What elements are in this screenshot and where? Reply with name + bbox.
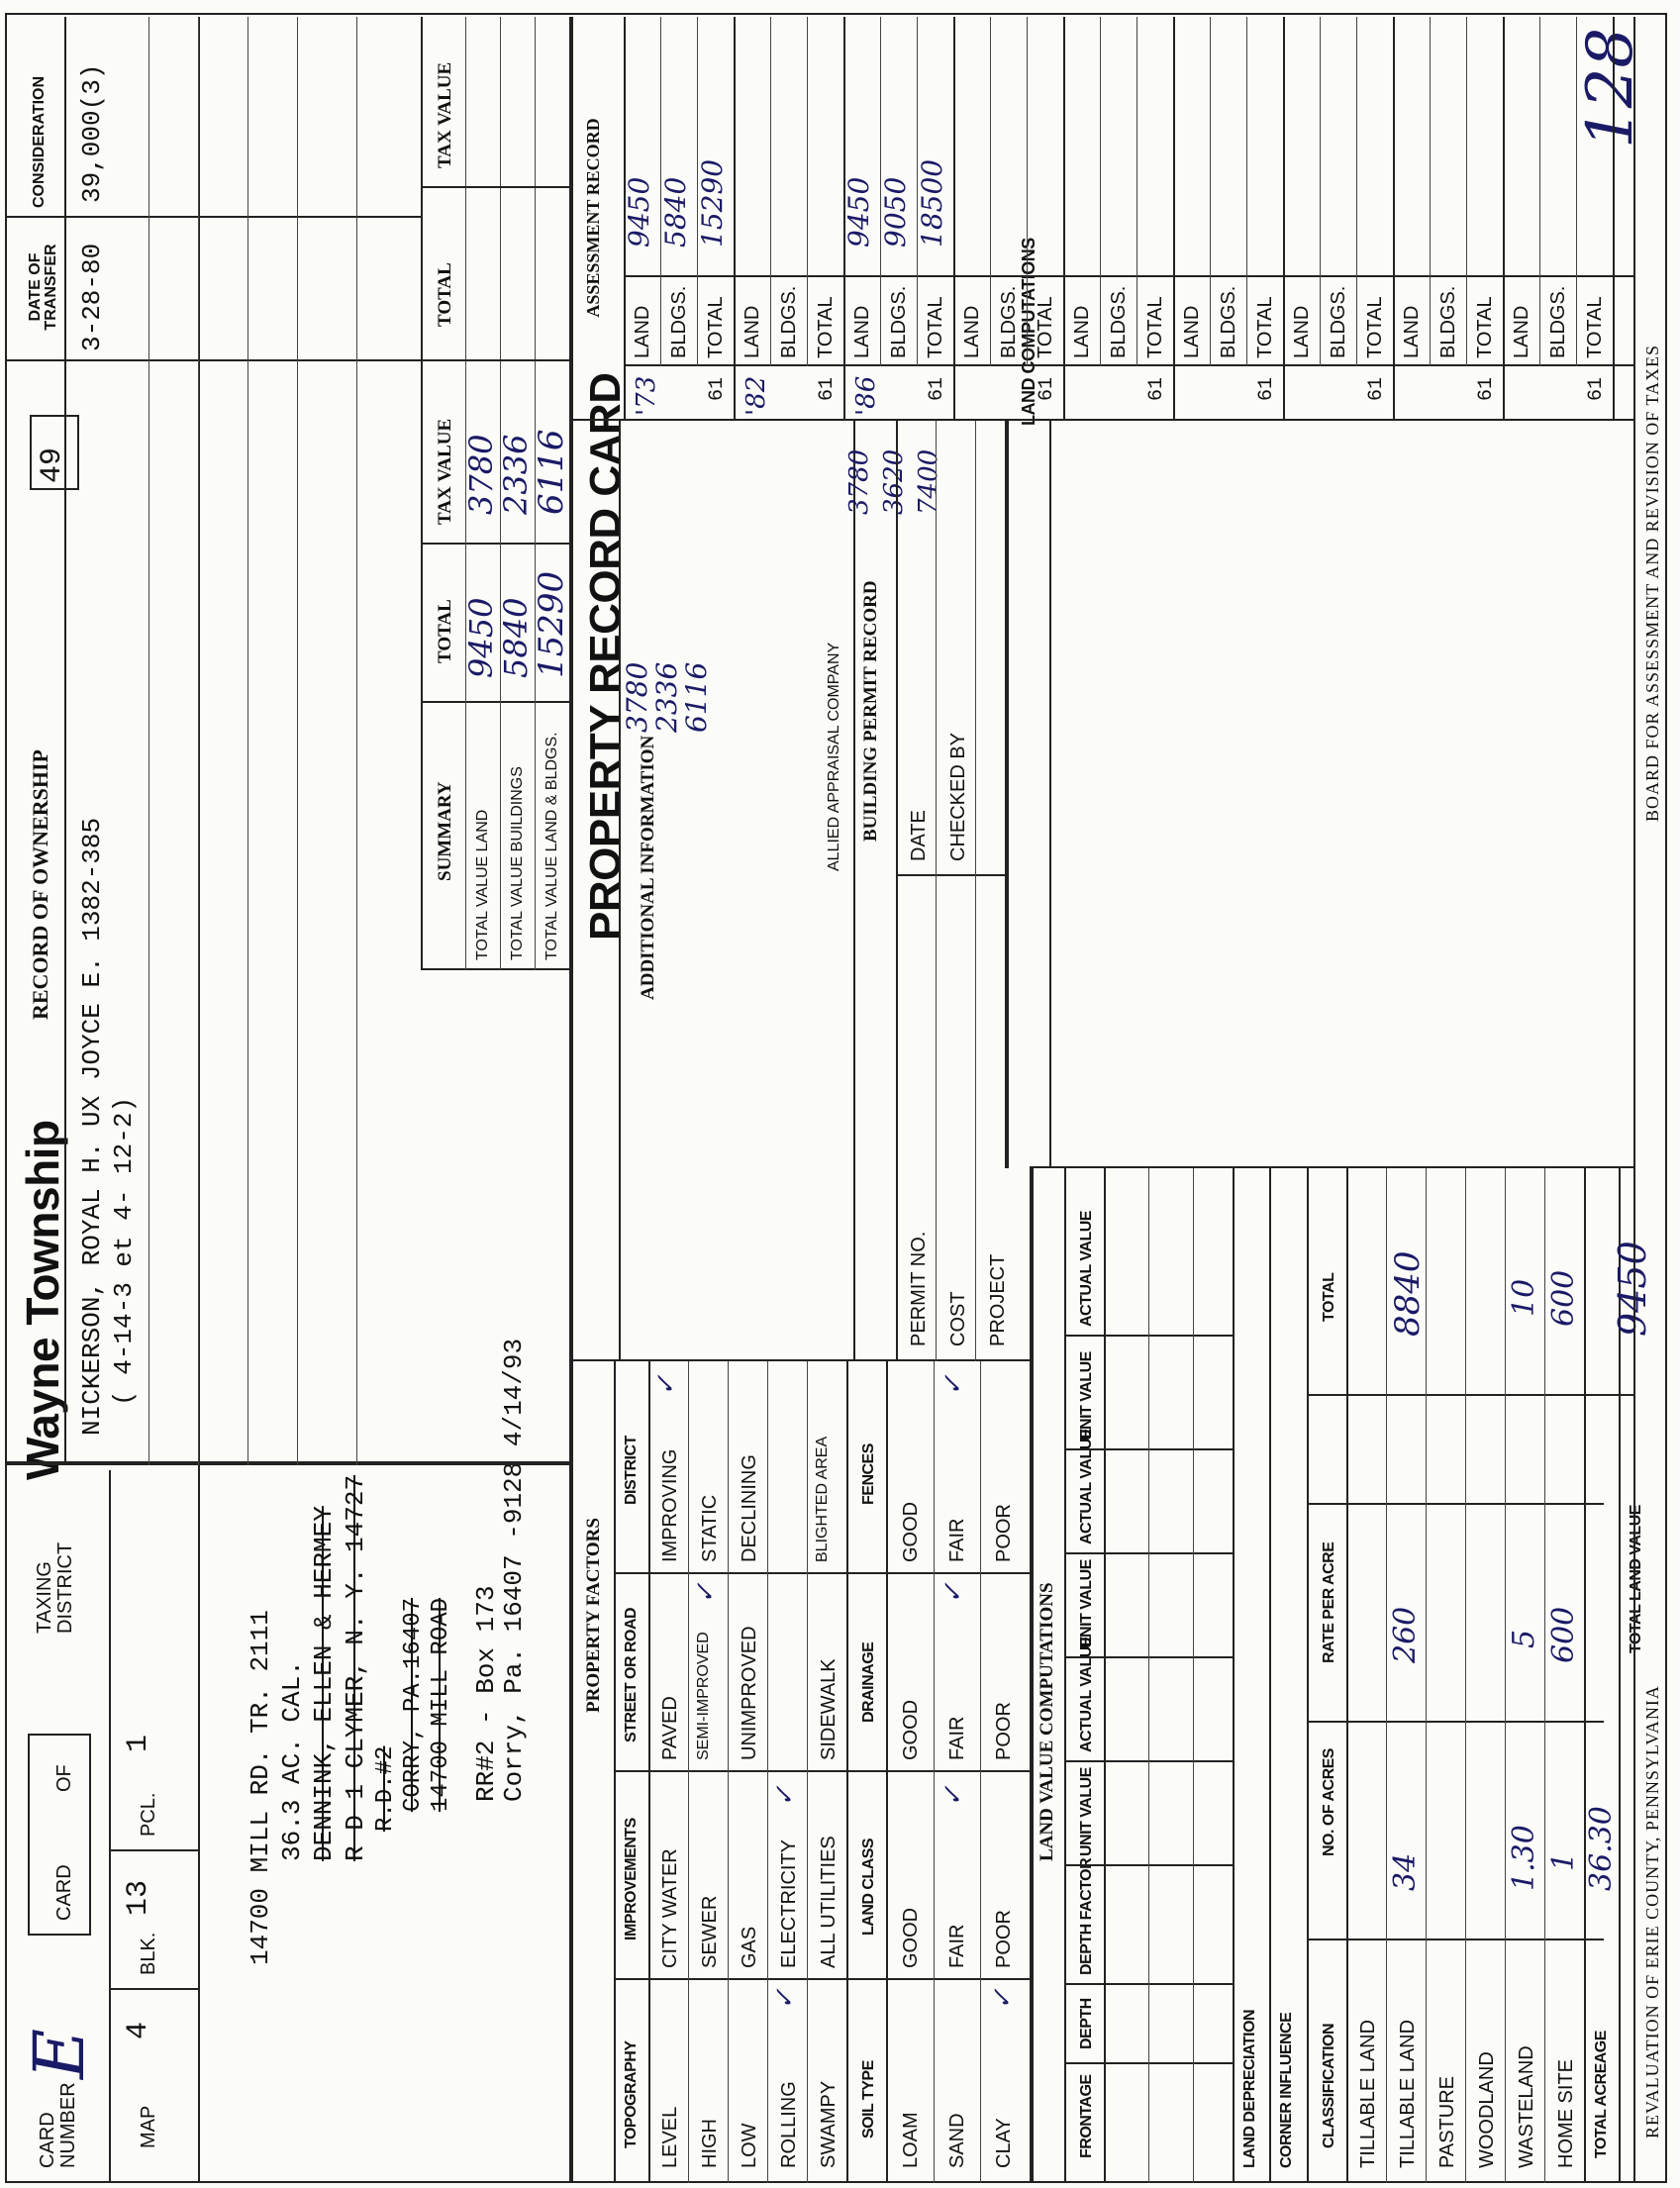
assessment-row-label: TOTAL xyxy=(1254,296,1276,358)
classification-row: TILLABLE LAND xyxy=(1397,2019,1419,2168)
summary-total: 15290 xyxy=(532,570,571,678)
summary-tax-label: TAX VALUE xyxy=(435,418,455,525)
assessment-year: '86 xyxy=(851,375,881,416)
summary-right-tax-label: TAX VALUE xyxy=(435,61,455,168)
township-name: Wayne Township xyxy=(17,1120,68,1480)
assessment-row-label: TOTAL xyxy=(815,296,837,358)
divider xyxy=(936,421,937,1361)
district-item: STATIC xyxy=(699,1494,721,1562)
divider xyxy=(614,1572,1030,1574)
classification-rate: 5 xyxy=(1507,1629,1541,1648)
summary-tax: 3780 xyxy=(462,434,500,515)
assessment-row-label: BLDGS. xyxy=(1437,285,1459,358)
transfer-date: 3-28-80 xyxy=(77,243,107,351)
blk-value: 13 xyxy=(122,1879,155,1916)
assessment-year-suffix: 61 xyxy=(1585,376,1608,401)
taxing-district-label: TAXING DISTRICT xyxy=(34,1542,76,1634)
summary-total: 9450 xyxy=(462,597,500,678)
divider xyxy=(1030,1166,1633,1168)
divider xyxy=(1503,17,1505,421)
divider xyxy=(648,1361,650,2183)
divider xyxy=(421,701,569,703)
assessment-year-suffix: 61 xyxy=(1145,376,1168,401)
land-computations-label: LAND COMPUTATIONS xyxy=(1019,238,1038,426)
assessment-year: '82 xyxy=(741,375,771,416)
divider xyxy=(1246,17,1247,366)
check-mark-icon: ✓ xyxy=(691,1582,721,1604)
assessment-value: 15290 xyxy=(696,158,729,248)
pcl-label: PCL. xyxy=(138,1792,159,1837)
topography-item: SWAMPY xyxy=(818,2080,840,2168)
divider xyxy=(624,275,1633,277)
divider xyxy=(1633,17,1635,2183)
total-label: TOTAL xyxy=(1321,1272,1337,1322)
divider xyxy=(1346,1168,1348,2183)
divider xyxy=(1136,17,1137,366)
street-item: SEMI-IMPROVED xyxy=(695,1632,712,1760)
divider xyxy=(5,1461,569,1465)
address-line9: Corry, Pa. 16407 -9128 4/14/93 xyxy=(499,1338,529,1802)
assessment-row-label: BLDGS. xyxy=(668,285,690,358)
district-item: DECLINING xyxy=(739,1454,760,1562)
classification-total: 10 xyxy=(1507,1278,1541,1317)
divider xyxy=(1100,17,1101,366)
divider xyxy=(569,419,1633,421)
classification-acres: 1.30 xyxy=(1507,1825,1541,1891)
assessment-row-label: TOTAL xyxy=(1584,296,1606,358)
district-item: BLIGHTED AREA xyxy=(814,1436,831,1562)
summary-row-label: TOTAL VALUE BUILDINGS xyxy=(509,766,526,960)
assessment-row-label: TOTAL xyxy=(1035,296,1056,358)
assessment-year-suffix: 61 xyxy=(1475,376,1498,401)
assessment-row-label: BLDGS. xyxy=(1108,285,1130,358)
divider xyxy=(728,1361,729,2183)
divider xyxy=(614,1361,616,2183)
fences-item: POOR xyxy=(993,1504,1015,1562)
assessment-title: ASSESSMENT RECORD xyxy=(583,118,603,318)
fences-label: FENCES xyxy=(860,1443,877,1505)
classification-total: 8840 xyxy=(1388,1250,1428,1337)
assessment-year: '73 xyxy=(632,375,661,416)
divider xyxy=(421,543,569,545)
divider xyxy=(1269,1168,1271,2183)
divider xyxy=(1584,1168,1586,2183)
divider xyxy=(975,421,976,1361)
additional-value: 3780 xyxy=(621,661,653,733)
divider xyxy=(5,359,421,361)
frontage-label: FRONTAGE xyxy=(1078,2074,1095,2158)
divider xyxy=(1307,1503,1604,1505)
additional-value: 2336 xyxy=(650,661,683,733)
topography-item: LOW xyxy=(739,2123,760,2168)
consideration-value: 39,000(3) xyxy=(77,63,107,203)
divider xyxy=(614,1770,1030,1772)
permit-no-label: PERMIT NO. xyxy=(908,1231,930,1346)
divider xyxy=(1307,1939,1604,1940)
footer-right: BOARD FOR ASSESSMENT AND REVISION OF TAXES xyxy=(1642,345,1662,822)
assessment-year-suffix: 61 xyxy=(706,376,729,401)
depth-label: DEPTH xyxy=(1078,1998,1095,2049)
address-line6: CORRY, PA.16407 xyxy=(400,1597,427,1812)
page-number: 128 xyxy=(1574,27,1647,149)
classification-row: TILLABLE LAND xyxy=(1357,2019,1379,2168)
summary-tax: 6116 xyxy=(532,429,571,515)
divider xyxy=(1430,17,1431,366)
drainage-label: DRAINAGE xyxy=(860,1641,877,1723)
assessment-year-suffix: 61 xyxy=(926,376,948,401)
divider xyxy=(1613,17,1615,421)
assessment-row-label: LAND xyxy=(851,305,873,358)
land-class-item: POOR xyxy=(993,1910,1015,1968)
assessment-row-label: TOTAL xyxy=(705,296,727,358)
total-land-value: 9450 xyxy=(1611,1241,1654,1337)
summary-right-total-label: TOTAL xyxy=(435,262,455,327)
fences-item: GOOD xyxy=(900,1501,922,1562)
assessment-row-label: BLDGS. xyxy=(1218,285,1239,358)
permit-value: 3780 xyxy=(844,448,874,515)
rate-label: RATE PER ACRE xyxy=(1321,1542,1337,1663)
map-value: 4 xyxy=(122,2021,155,2039)
divider xyxy=(980,1361,981,2183)
divider xyxy=(297,17,298,1465)
check-mark-icon: ✓ xyxy=(939,1374,968,1396)
property-record-title: PROPERTY RECORD CARD xyxy=(581,372,630,941)
check-mark-icon: ✓ xyxy=(988,1988,1018,2010)
acres-label: NO. OF ACRES xyxy=(1321,1748,1337,1856)
divider xyxy=(1233,1168,1235,2183)
land-class-item: GOOD xyxy=(900,1907,922,1968)
divider xyxy=(896,874,1005,876)
topography-label: TOPOGRAPHY xyxy=(623,2040,640,2148)
actual-value-label: ACTUAL VALUE xyxy=(1078,1429,1095,1544)
district-label: DISTRICT xyxy=(623,1436,640,1505)
address-line1: 14700 MILL RD. TR. 2111 xyxy=(246,1610,275,1965)
divider xyxy=(1104,1168,1106,2183)
card-number-label: CARD NUMBER xyxy=(37,2082,79,2168)
permit-value: 7400 xyxy=(914,448,943,515)
assessment-value: 9450 xyxy=(842,176,875,248)
classification-row: WASTELAND xyxy=(1516,2045,1537,2168)
improvement-item: SEWER xyxy=(699,1895,721,1968)
assessment-value: 9050 xyxy=(879,176,912,248)
address-line3: DENNINK, ELLEN & HERMEY xyxy=(309,1506,339,1861)
unit-value-label: UNIT VALUE xyxy=(1078,1559,1095,1648)
divider xyxy=(1465,1168,1466,2183)
divider xyxy=(1307,1721,1604,1723)
divider xyxy=(624,364,1633,366)
assessment-row-label: LAND xyxy=(1181,305,1203,358)
address-line2: 36.3 AC. CAL. xyxy=(277,1660,307,1861)
date-label: DATE xyxy=(908,810,930,861)
unit-value-label: UNIT VALUE xyxy=(1078,1767,1095,1856)
assessment-year-suffix: 61 xyxy=(1036,376,1058,401)
divider xyxy=(770,17,771,366)
depth-factor-label: DEPTH FACTOR xyxy=(1078,1857,1095,1975)
summary-total-label: TOTAL xyxy=(435,599,455,663)
classification-label: CLASSIFICATION xyxy=(1321,2023,1337,2148)
divider xyxy=(896,421,898,1361)
address-line5: R.D.#2 xyxy=(372,1745,399,1832)
summary-total: 5840 xyxy=(497,597,535,678)
divider xyxy=(807,17,808,366)
divider xyxy=(1063,17,1065,421)
classification-row: WOODLAND xyxy=(1476,2051,1498,2168)
topography-item: ROLLING xyxy=(778,2081,800,2168)
card-label: CARD xyxy=(53,1864,75,1921)
divider xyxy=(688,1361,689,2183)
street-item: PAVED xyxy=(659,1696,681,1760)
assessment-row-label: LAND xyxy=(1071,305,1093,358)
street-item: SIDEWALK xyxy=(818,1658,840,1760)
actual-value-label: ACTUAL VALUE xyxy=(1078,1211,1095,1327)
blk-label: BLK. xyxy=(138,1932,159,1975)
permit-value: 3620 xyxy=(879,448,909,515)
divider xyxy=(64,17,66,1465)
summary-row-label: TOTAL VALUE LAND xyxy=(474,809,491,960)
check-mark-icon: ✓ xyxy=(939,1785,968,1807)
divider xyxy=(148,17,149,1465)
soil-item: CLAY xyxy=(993,2118,1015,2168)
divider xyxy=(421,968,569,970)
divider xyxy=(5,216,421,218)
divider xyxy=(846,1361,848,2183)
assessment-year-suffix: 61 xyxy=(1255,376,1278,401)
allied-label: ALLIED APPRAISAL COMPANY xyxy=(826,642,842,871)
classification-row: HOME SITE xyxy=(1555,2058,1577,2168)
assessment-row-label: BLDGS. xyxy=(1547,285,1569,358)
corner-influence-label: CORNER INFLUENCE xyxy=(1278,2012,1295,2168)
assessment-row-label: LAND xyxy=(1401,305,1423,358)
divider xyxy=(1356,17,1357,366)
divider xyxy=(569,17,573,2183)
divider xyxy=(1005,421,1009,1168)
assessment-row-label: LAND xyxy=(961,305,983,358)
project-label: PROJECT xyxy=(987,1253,1009,1346)
cost-label: COST xyxy=(947,1291,969,1346)
building-permit-label: BUILDING PERMIT RECORD xyxy=(860,580,881,842)
unit-value-label: UNIT VALUE xyxy=(1078,1351,1095,1441)
divider xyxy=(886,1361,888,2183)
divider xyxy=(109,1470,111,2183)
assessment-row-label: TOTAL xyxy=(1364,296,1386,358)
divider xyxy=(1307,1168,1309,2183)
factors-title: PROPERTY FACTORS xyxy=(583,1518,604,1713)
fences-item: FAIR xyxy=(946,1518,968,1562)
soil-item: LOAM xyxy=(900,2112,922,2168)
divider xyxy=(1027,17,1028,366)
additional-info-label: ADDITIONAL INFORMATION xyxy=(638,735,658,1000)
divider xyxy=(614,1978,1030,1980)
summary-title: SUMMARY xyxy=(435,781,455,881)
drainage-item: POOR xyxy=(993,1702,1015,1760)
divider xyxy=(1539,17,1540,366)
divider xyxy=(109,1988,198,1990)
soil-label: SOIL TYPE xyxy=(860,2060,877,2138)
map-label: MAP xyxy=(138,2105,159,2148)
land-depreciation-label: LAND DEPRECIATION xyxy=(1241,2009,1258,2168)
pcl-value: 1 xyxy=(122,1734,155,1752)
divider xyxy=(1320,17,1321,366)
divider xyxy=(1049,421,1051,1168)
divider xyxy=(1505,1168,1506,2183)
classification-rate: 260 xyxy=(1388,1606,1423,1663)
assessment-row-label: LAND xyxy=(1291,305,1313,358)
classification-total: 600 xyxy=(1546,1269,1581,1327)
divider xyxy=(1576,17,1577,366)
improvement-item: GAS xyxy=(739,1926,760,1968)
of-label: OF xyxy=(53,1764,75,1792)
assessment-row-label: TOTAL xyxy=(925,296,946,358)
divider xyxy=(1466,17,1467,366)
divider xyxy=(1283,17,1285,421)
divider xyxy=(734,17,736,421)
check-mark-icon: ✓ xyxy=(770,1988,800,2010)
divider xyxy=(421,17,423,970)
divider xyxy=(1210,17,1211,366)
divider xyxy=(569,1359,1030,1361)
divider xyxy=(356,17,357,1465)
assessment-value: 5840 xyxy=(659,176,692,248)
summary-tax: 2336 xyxy=(497,434,535,515)
owner-line1: NICKERSON, ROYAL H. UX JOYCE E. 1382-385 xyxy=(77,817,107,1436)
check-mark-icon: ✓ xyxy=(770,1785,800,1807)
district-item: IMPROVING xyxy=(659,1448,681,1562)
classification-rate: 600 xyxy=(1546,1606,1581,1663)
address-line7: 14700 MILL ROAD xyxy=(428,1597,454,1812)
classification-acres: 1 xyxy=(1546,1851,1581,1871)
owner-line2: ( 4-14-3 et 4- 12-2) xyxy=(109,1096,139,1406)
assessment-row-label: TOTAL xyxy=(1144,296,1166,358)
divider xyxy=(1544,1168,1545,2183)
soil-item: SAND xyxy=(946,2113,968,2168)
improvement-item: ALL UTILITIES xyxy=(818,1836,840,1968)
divider xyxy=(1064,1168,1066,2183)
assessment-row-label: LAND xyxy=(741,305,763,358)
transfer-date-label: DATE OF TRANSFER xyxy=(27,244,59,331)
address-line8: RR#2 - Box 173 xyxy=(471,1585,501,1802)
assessment-row-label: BLDGS. xyxy=(1328,285,1349,358)
divider xyxy=(1193,1168,1194,2183)
divider xyxy=(1393,17,1395,421)
box-number: 49 xyxy=(36,447,69,483)
assessment-year-suffix: 61 xyxy=(816,376,839,401)
summary-row-label: TOTAL VALUE LAND & BLDGS. xyxy=(544,732,560,960)
street-item: UNIMPROVED xyxy=(739,1626,760,1760)
divider xyxy=(807,1361,808,2183)
divider xyxy=(1173,17,1175,421)
assessment-row-label: BLDGS. xyxy=(888,285,910,358)
divider xyxy=(1386,1168,1387,2183)
assessment-value: 18500 xyxy=(916,158,948,248)
divider xyxy=(853,421,855,1361)
divider xyxy=(953,17,955,421)
street-label: STREET OR ROAD xyxy=(623,1607,640,1742)
check-mark-icon: ✓ xyxy=(651,1374,681,1396)
improvements-label: IMPROVEMENTS xyxy=(623,1818,640,1940)
classification-row: PASTURE xyxy=(1436,2076,1458,2168)
assessment-row-label: BLDGS. xyxy=(998,285,1020,358)
ownership-title: RECORD OF OWNERSHIP xyxy=(28,749,52,1020)
improvement-item: CITY WATER xyxy=(659,1848,681,1968)
divider xyxy=(247,17,248,1465)
divider xyxy=(421,186,569,188)
total-land-value-label: TOTAL LAND VALUE xyxy=(1628,1505,1644,1653)
actual-value-label: ACTUAL VALUE xyxy=(1078,1637,1095,1752)
total-acreage-label: TOTAL ACREAGE xyxy=(1593,2031,1610,2158)
classification-acres: 34 xyxy=(1388,1852,1423,1891)
divider xyxy=(109,1849,198,1851)
total-acreage: 36.30 xyxy=(1584,1806,1619,1891)
divider xyxy=(934,1361,935,2183)
divider xyxy=(198,17,199,1465)
assessment-row-label: BLDGS. xyxy=(778,285,800,358)
address-line4: R D 1 CLYMER, N. Y. 14727 xyxy=(341,1474,370,1861)
assessment-row-label: LAND xyxy=(632,305,653,358)
divider xyxy=(767,1361,768,2183)
divider xyxy=(619,421,621,1361)
assessment-year-suffix: 61 xyxy=(1365,376,1388,401)
footer-left: REVALUATION OF ERIE COUNTY, PENNSYLVANIA xyxy=(1642,1685,1662,2138)
land-class-item: FAIR xyxy=(946,1924,968,1968)
check-mark-icon: ✓ xyxy=(939,1582,968,1604)
divider xyxy=(1148,1168,1149,2183)
assessment-row-label: TOTAL xyxy=(1474,296,1496,358)
improvement-item: ELECTRICITY xyxy=(778,1839,800,1968)
land-value-title: LAND VALUE COMPUTATIONS xyxy=(1037,1582,1057,1861)
drainage-item: FAIR xyxy=(946,1716,968,1760)
divider xyxy=(421,359,569,361)
assessment-row-label: LAND xyxy=(1511,305,1532,358)
topography-item: HIGH xyxy=(699,2119,721,2168)
land-class-label: LAND CLASS xyxy=(860,1838,877,1936)
checked-by-label: CHECKED BY xyxy=(947,732,969,861)
drainage-item: GOOD xyxy=(900,1699,922,1760)
divider xyxy=(990,17,991,366)
assessment-value: 9450 xyxy=(623,176,655,248)
topography-item: LEVEL xyxy=(659,2106,681,2168)
consideration-label: CONSIDERATION xyxy=(31,75,48,208)
additional-value: 6116 xyxy=(680,661,713,733)
card-number-value: E xyxy=(19,2028,100,2079)
divider xyxy=(1030,1168,1034,2183)
